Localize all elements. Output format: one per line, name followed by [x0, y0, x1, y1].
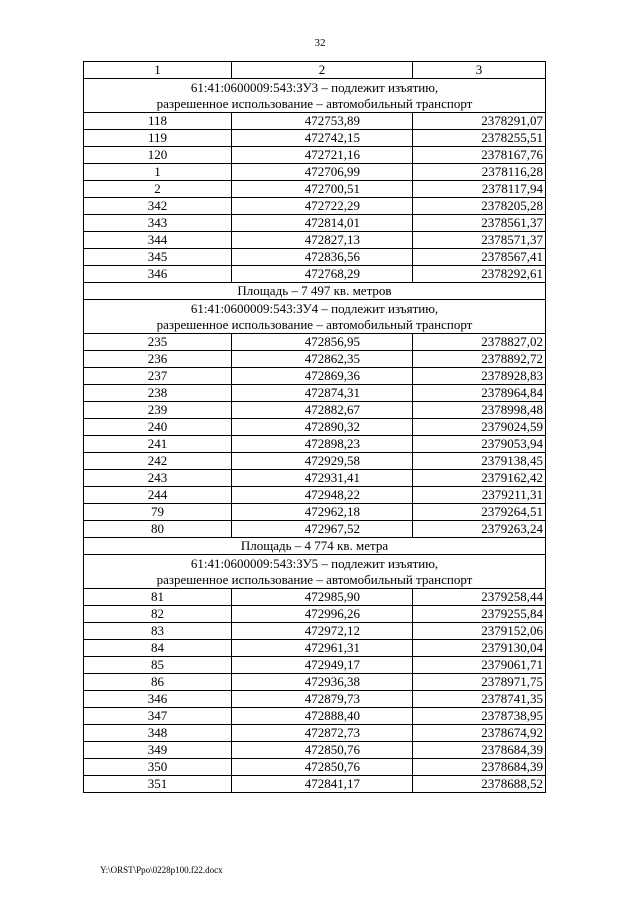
table-row: [84, 334, 546, 351]
x-coordinate-cell: 472753,89: [232, 113, 413, 130]
y-coordinate-cell: 2379130,04: [413, 640, 546, 657]
table-row: [84, 606, 546, 623]
x-coordinate-cell: 472836,56: [232, 249, 413, 266]
table-row: [84, 504, 546, 521]
section-title-line: разрешенное использование – автомобильный транспорт: [156, 571, 473, 587]
x-coordinate-cell: 472996,26: [232, 606, 413, 623]
y-coordinate-cell: 2378684,39: [413, 759, 546, 776]
y-coordinate-cell: 2379258,44: [413, 589, 546, 606]
table-header-row: [84, 62, 546, 79]
section-title-line: 61:41:0600009:543:ЗУ5 – подлежит изъятию,: [190, 555, 439, 571]
table-row: [84, 657, 546, 674]
point-number-cell: 239: [84, 402, 232, 419]
point-number-cell: 346: [84, 691, 232, 708]
x-coordinate-cell: 472856,95: [232, 334, 413, 351]
table-row: [84, 249, 546, 266]
point-number-cell: 243: [84, 470, 232, 487]
x-coordinate-cell: 472949,17: [232, 657, 413, 674]
point-number-cell: 240: [84, 419, 232, 436]
x-coordinate-cell: 472768,29: [232, 266, 413, 283]
x-coordinate-cell: 472742,15: [232, 130, 413, 147]
point-number-cell: 237: [84, 368, 232, 385]
x-coordinate-cell: 472936,38: [232, 674, 413, 691]
y-coordinate-cell: 2379263,24: [413, 521, 546, 538]
point-number-cell: 347: [84, 708, 232, 725]
table-row: [84, 623, 546, 640]
y-coordinate-cell: 2379024,59: [413, 419, 546, 436]
x-coordinate-cell: 472721,16: [232, 147, 413, 164]
x-coordinate-cell: 472872,73: [232, 725, 413, 742]
point-number-cell: 2: [84, 181, 232, 198]
y-coordinate-cell: 2379162,42: [413, 470, 546, 487]
table-row: [84, 181, 546, 198]
area-value: Площадь – 7 497 кв. метров: [84, 283, 546, 300]
y-coordinate-cell: 2378116,28: [413, 164, 546, 181]
coordinates-table: [83, 61, 546, 793]
x-coordinate-cell: 472962,18: [232, 504, 413, 521]
y-coordinate-cell: 2378167,76: [413, 147, 546, 164]
table-row: [84, 691, 546, 708]
point-number-cell: 235: [84, 334, 232, 351]
y-coordinate-cell: 2378998,48: [413, 402, 546, 419]
y-coordinate-cell: 2379061,71: [413, 657, 546, 674]
point-number-cell: 119: [84, 130, 232, 147]
y-coordinate-cell: 2379053,94: [413, 436, 546, 453]
x-coordinate-cell: 472882,67: [232, 402, 413, 419]
y-coordinate-cell: 2378928,83: [413, 368, 546, 385]
y-coordinate-cell: 2378674,92: [413, 725, 546, 742]
y-coordinate-cell: 2378741,35: [413, 691, 546, 708]
section-title: [84, 300, 546, 334]
x-coordinate-cell: 472985,90: [232, 589, 413, 606]
table-row: [84, 725, 546, 742]
y-coordinate-cell: 2378291,07: [413, 113, 546, 130]
point-number-cell: 80: [84, 521, 232, 538]
column-header: 2: [232, 62, 413, 79]
footer-file-path: Y:\ORST\Ppo\0228p100.f22.docx: [100, 865, 223, 875]
point-number-cell: 241: [84, 436, 232, 453]
table-row: [84, 640, 546, 657]
point-number-cell: 344: [84, 232, 232, 249]
x-coordinate-cell: 472879,73: [232, 691, 413, 708]
x-coordinate-cell: 472929,58: [232, 453, 413, 470]
x-coordinate-cell: 472874,31: [232, 385, 413, 402]
point-number-cell: 350: [84, 759, 232, 776]
table-row: [84, 164, 546, 181]
table-row: [84, 453, 546, 470]
y-coordinate-cell: 2379152,06: [413, 623, 546, 640]
section-title-row: [84, 300, 546, 334]
table-row: [84, 419, 546, 436]
point-number-cell: 1: [84, 164, 232, 181]
y-coordinate-cell: 2378117,94: [413, 181, 546, 198]
point-number-cell: 82: [84, 606, 232, 623]
area-row: [84, 283, 546, 300]
table-row: [84, 351, 546, 368]
x-coordinate-cell: 472948,22: [232, 487, 413, 504]
point-number-cell: 244: [84, 487, 232, 504]
point-number-cell: 346: [84, 266, 232, 283]
point-number-cell: 79: [84, 504, 232, 521]
x-coordinate-cell: 472931,41: [232, 470, 413, 487]
x-coordinate-cell: 472898,23: [232, 436, 413, 453]
table-row: [84, 232, 546, 249]
x-coordinate-cell: 472967,52: [232, 521, 413, 538]
x-coordinate-cell: 472841,17: [232, 776, 413, 793]
y-coordinate-cell: 2378205,28: [413, 198, 546, 215]
x-coordinate-cell: 472972,12: [232, 623, 413, 640]
table-row: [84, 147, 546, 164]
x-coordinate-cell: 472700,51: [232, 181, 413, 198]
area-row: [84, 538, 546, 555]
y-coordinate-cell: 2378688,52: [413, 776, 546, 793]
y-coordinate-cell: 2378738,95: [413, 708, 546, 725]
table-row: [84, 402, 546, 419]
point-number-cell: 81: [84, 589, 232, 606]
y-coordinate-cell: 2379138,45: [413, 453, 546, 470]
table-row: [84, 368, 546, 385]
y-coordinate-cell: 2378567,41: [413, 249, 546, 266]
table-row: [84, 436, 546, 453]
point-number-cell: 83: [84, 623, 232, 640]
table-row: [84, 589, 546, 606]
x-coordinate-cell: 472961,31: [232, 640, 413, 657]
x-coordinate-cell: 472850,76: [232, 742, 413, 759]
point-number-cell: 238: [84, 385, 232, 402]
point-number-cell: 85: [84, 657, 232, 674]
y-coordinate-cell: 2378292,61: [413, 266, 546, 283]
point-number-cell: 348: [84, 725, 232, 742]
table-row: [84, 198, 546, 215]
point-number-cell: 345: [84, 249, 232, 266]
section-title-line: разрешенное использование – автомобильный транспорт: [156, 95, 473, 111]
x-coordinate-cell: 472850,76: [232, 759, 413, 776]
section-title-line: разрешенное использование – автомобильный транспорт: [156, 316, 473, 332]
table-row: [84, 674, 546, 691]
table-body: [84, 62, 546, 793]
y-coordinate-cell: 2378964,84: [413, 385, 546, 402]
y-coordinate-cell: 2378255,51: [413, 130, 546, 147]
section-title-line: 61:41:0600009:543:ЗУ3 – подлежит изъятию,: [190, 79, 439, 95]
y-coordinate-cell: 2379211,31: [413, 487, 546, 504]
section-title-row: [84, 79, 546, 113]
page-number: 32: [314, 37, 326, 49]
y-coordinate-cell: 2379255,84: [413, 606, 546, 623]
x-coordinate-cell: 472706,99: [232, 164, 413, 181]
y-coordinate-cell: 2378571,37: [413, 232, 546, 249]
point-number-cell: 120: [84, 147, 232, 164]
section-title: [84, 555, 546, 589]
table-row: [84, 266, 546, 283]
x-coordinate-cell: 472890,32: [232, 419, 413, 436]
x-coordinate-cell: 472814,01: [232, 215, 413, 232]
table-row: [84, 470, 546, 487]
y-coordinate-cell: 2378892,72: [413, 351, 546, 368]
x-coordinate-cell: 472722,29: [232, 198, 413, 215]
point-number-cell: 343: [84, 215, 232, 232]
table-row: [84, 215, 546, 232]
table-row: [84, 776, 546, 793]
y-coordinate-cell: 2378827,02: [413, 334, 546, 351]
table-row: [84, 113, 546, 130]
table-row: [84, 487, 546, 504]
point-number-cell: 351: [84, 776, 232, 793]
y-coordinate-cell: 2378971,75: [413, 674, 546, 691]
y-coordinate-cell: 2378561,37: [413, 215, 546, 232]
y-coordinate-cell: 2378684,39: [413, 742, 546, 759]
point-number-cell: 236: [84, 351, 232, 368]
area-value: Площадь – 4 774 кв. метра: [84, 538, 546, 555]
table-row: [84, 385, 546, 402]
section-title-row: [84, 555, 546, 589]
point-number-cell: 342: [84, 198, 232, 215]
column-header: 1: [84, 62, 232, 79]
section-title-line: 61:41:0600009:543:ЗУ4 – подлежит изъятию,: [190, 300, 439, 316]
x-coordinate-cell: 472888,40: [232, 708, 413, 725]
column-header: 3: [413, 62, 546, 79]
x-coordinate-cell: 472862,35: [232, 351, 413, 368]
point-number-cell: 118: [84, 113, 232, 130]
table-row: [84, 708, 546, 725]
table-row: [84, 130, 546, 147]
y-coordinate-cell: 2379264,51: [413, 504, 546, 521]
point-number-cell: 84: [84, 640, 232, 657]
table-row: [84, 759, 546, 776]
point-number-cell: 86: [84, 674, 232, 691]
point-number-cell: 349: [84, 742, 232, 759]
table-row: [84, 742, 546, 759]
point-number-cell: 242: [84, 453, 232, 470]
section-title: [84, 79, 546, 113]
x-coordinate-cell: 472869,36: [232, 368, 413, 385]
x-coordinate-cell: 472827,13: [232, 232, 413, 249]
table-row: [84, 521, 546, 538]
